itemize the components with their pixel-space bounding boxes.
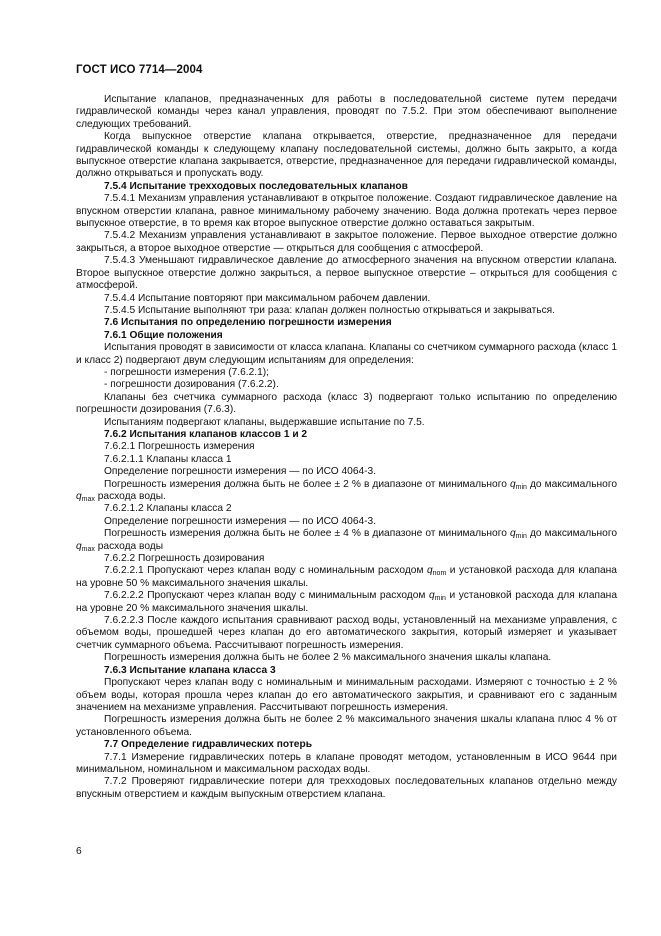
- paragraph: Погрешность измерения должна быть не более 2 % максимального значения шкалы клапана плюс 4 % от установленного объема.: [76, 714, 617, 738]
- page-number: 6: [76, 846, 82, 857]
- section-heading: 7.6.1 Общие положения: [104, 329, 223, 341]
- paragraph: 7.7.1 Измерение гидравлических потерь в клапане проводят методом, установленным в ИСО 9644 при минимальном, номинальном и максимальном расходах воды.: [76, 751, 617, 775]
- text-run: расхода воды.: [94, 491, 166, 502]
- paragraph: Клапаны без счетчика суммарного расхода (класс 3) подвергают только испытанию по определению погрешности дозирования (7.6.3).: [76, 391, 617, 416]
- formula-subscript: min: [434, 595, 446, 603]
- list-item: - погрешности измерения (7.6.2.1);: [104, 366, 269, 378]
- formula-symbol: q: [428, 590, 435, 602]
- paragraph: 7.6.2.1 Погрешность измерения: [104, 441, 255, 453]
- text-run: до максимального: [526, 528, 617, 540]
- text-run: и установкой расхода для клапана на уровне 20 % максимального значения шкалы.: [76, 590, 617, 614]
- paragraph: Определение погрешности измерения — по ИСО 4064-3.: [104, 515, 377, 527]
- text-run: 7.6.2.2.2 Пропускают через клапан воду с минимальным расходом: [104, 590, 429, 602]
- formula-subscript: max: [81, 496, 95, 503]
- paragraph: 7.6.2.1.1 Клапаны класса 1: [104, 453, 232, 465]
- paragraph: Погрешность измерения должна быть не более 2 % максимального значения шкалы клапана.: [104, 652, 552, 664]
- formula-subscript: min: [515, 483, 527, 491]
- paragraph: Испытание клапанов, предназначенных для работы в последовательной системе путем передачи гидравлической команды через канал управления, проводят по 7.5.2. При этом обеспечивают выполнение следующих требований.: [76, 94, 617, 130]
- list-item: - погрешности дозирования (7.6.2.2).: [104, 379, 279, 391]
- formula-symbol: q: [76, 491, 82, 502]
- paragraph: 7.5.4.4 Испытание повторяют при максимальном рабочем давлении.: [104, 292, 431, 304]
- text-run: и установкой расхода для клапана на уровне 50 % максимального значения шкалы.: [76, 565, 617, 589]
- paragraph-with-formula: [76, 528, 617, 553]
- paragraph: Испытания проводят в зависимости от класса клапана. Клапаны со счетчиком суммарного расхода (класс 1 и класс 2) подвергают двум следующим испытаниям для определения:: [76, 342, 618, 366]
- document-header: ГОСТ ИСО 7714—2004: [76, 64, 203, 76]
- text-run: Погрешность измерения должна быть не более ± 2 % в диапазоне от минимального: [104, 478, 510, 490]
- section-heading: 7.6 Испытания по определению погрешности измерения: [104, 317, 392, 329]
- formula-subscript: min: [515, 533, 527, 541]
- paragraph: 7.6.2.2.3 После каждого испытания сравнивают расход воды, установленный на механизме управления, с объемом воды, прошедшей через клапан до его автоматического закрытия, который измеряет и указывает счетчик суммарного объема. Рассчитывают погрешность измерения.: [76, 615, 617, 651]
- text-run: Погрешность измерения должна быть не более ± 4 % в диапазоне от минимального: [104, 528, 510, 540]
- formula-symbol: q: [509, 478, 516, 490]
- paragraph: Определение погрешности измерения — по ИСО 4064-3.: [104, 466, 377, 478]
- paragraph: 7.5.4.3 Уменьшают гидравлическое давление до атмосферного значения на впускном отверстии клапана. Второе выпускное отверстие должно закрыться, а первое выпускное отверстие – открыться для сообщения с атмосферой.: [76, 255, 617, 292]
- text-run: расхода воды: [94, 540, 164, 552]
- paragraph-with-formula: [76, 590, 617, 615]
- document-body: [76, 94, 617, 801]
- section-heading: 7.6.2 Испытания клапанов классов 1 и 2: [104, 428, 308, 440]
- formula-symbol: q: [76, 540, 82, 552]
- paragraph: Пропускают через клапан воду с номинальным и минимальным расходами. Измеряют с точностью ± 2 % объем воды, которая прошла через клапан до его автоматического закрытия, и сравнивают его с заданным значением на механизме управления. Рассчитывают погрешность измерения.: [76, 677, 617, 713]
- paragraph: 7.5.4.1 Механизм управления устанавливают в открытое положение. Создают гидравлическое давление на впускном отверстии клапана, равное минимальному рабочему значению. Вода должна протекать через первое выпускное отверстие, в то время как второе выпускное отверстие должно оставаться закрытым.: [76, 193, 617, 230]
- paragraph: 7.5.4.5 Испытание выполняют три раза: клапан должен полностью открываться и закрываться.: [104, 304, 556, 316]
- paragraph-with-formula: [76, 565, 617, 590]
- section-heading: 7.7 Определение гидравлических потерь: [104, 739, 312, 751]
- paragraph: Когда выпускное отверстие клапана открывается, отверстие, предназначенное для передачи гидравлической команды к следующему клапану последовательной системы, должно быть закрыто, а когда выпускное отверстие клапана закрывается, отверстие, предназначенное для передачи гидравлической команды, должно открываться и пропускать воду.: [76, 131, 617, 180]
- paragraph: 7.6.2.1.2 Клапаны класса 2: [104, 503, 232, 515]
- paragraph-with-formula: [76, 479, 617, 504]
- section-heading: 7.5.4 Испытание трехходовых последовательных клапанов: [104, 180, 408, 192]
- paragraph: 7.5.4.2 Механизм управления устанавливают в закрытое положение. Первое выходное отверстие должно закрыться, а второе выходное отверстие — открыться для сообщения с атмосферой.: [76, 230, 617, 254]
- formula-symbol: q: [426, 565, 433, 577]
- formula-subscript: nom: [432, 570, 447, 578]
- formula-subscript: max: [81, 545, 95, 553]
- paragraph: Испытаниям подвергают клапаны, выдержавшие испытание по 7.5.: [104, 416, 425, 428]
- paragraph: 7.7.2 Проверяют гидравлические потери для трехходовых последовательных клапанов отдельно между впускным отверстием и каждым выпускным отверстием клапана.: [76, 776, 617, 800]
- formula-symbol: q: [509, 528, 516, 540]
- paragraph: 7.6.2.2 Погрешность дозирования: [104, 553, 265, 565]
- text-run: до максимального: [526, 478, 617, 490]
- text-run: 7.6.2.2.1 Пропускают через клапан воду с номинальным расходом: [104, 565, 427, 577]
- section-heading: 7.6.3 Испытание клапана класса 3: [104, 664, 276, 676]
